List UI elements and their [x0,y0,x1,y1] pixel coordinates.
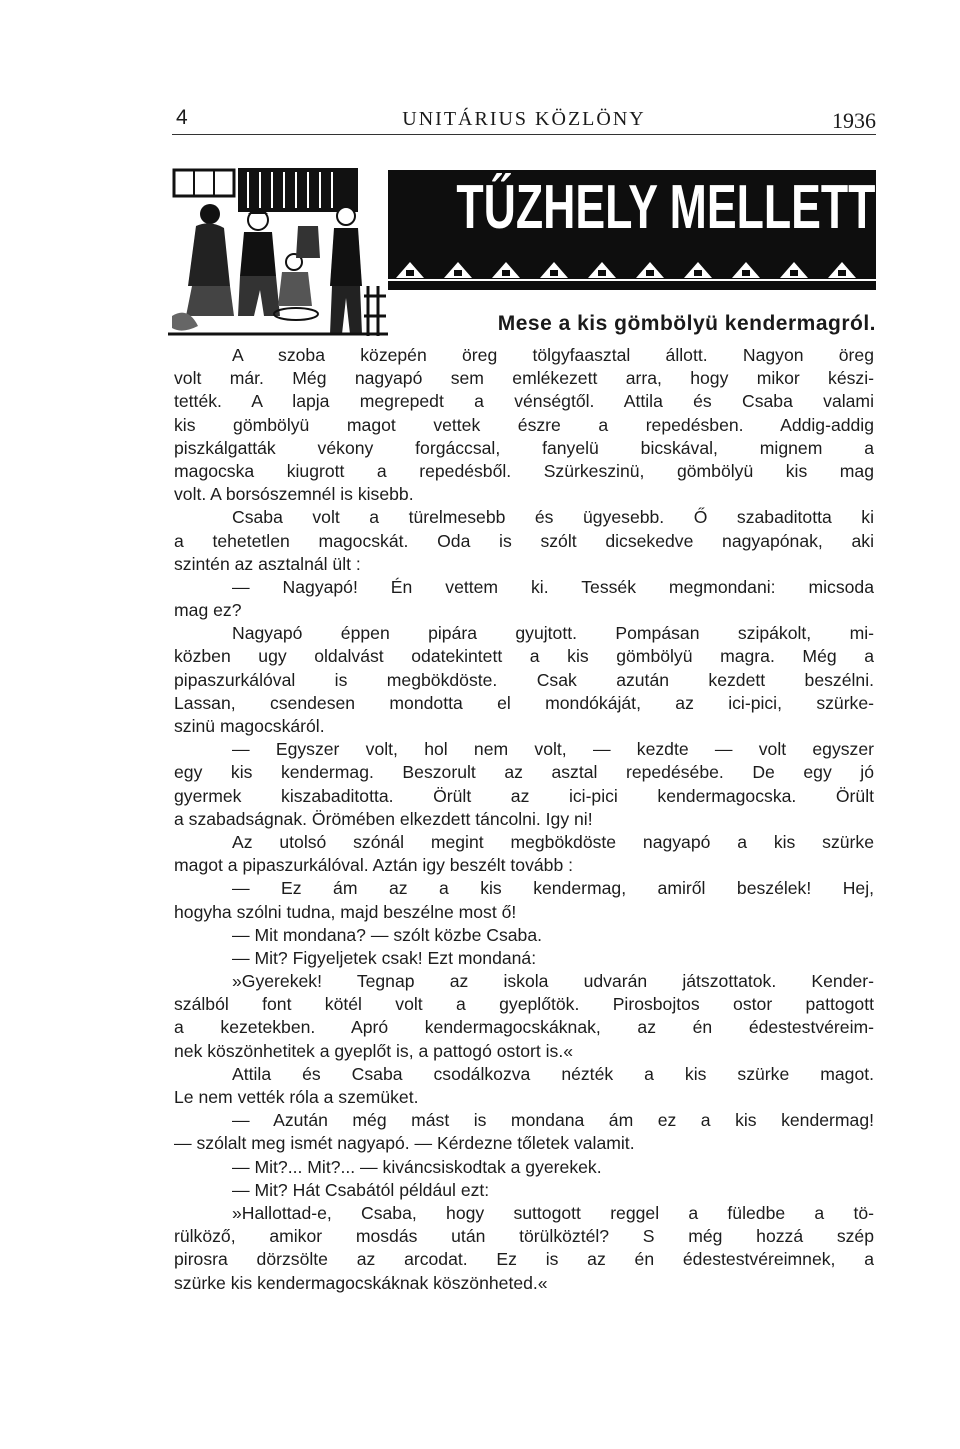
text-line: magocska kiugrott a repedésből. Szürkeszinü, gömbölyü kis mag [174,460,874,481]
issue-year: 1936 [832,108,876,133]
text-line: a tehetetlen magocskát. Oda is szólt dicsekedve nagyapónak, aki [174,530,874,551]
text-line: Le nem vették róla a szemüket. [174,1087,419,1107]
text-line: »Gyerekek! Tegnap az iskola udvarán játszottatok. Kender- [232,971,874,992]
text-line: a szabadságnak. Örömében elkezdett táncolni. Igy ni! [174,808,593,829]
text-line: — Mit?... Mit?... — kiváncsiskodtak a gyerekek. [232,1156,602,1177]
text-line: közben ugy oldalvást odatekintett a kis gömbölyü magra. Még a [174,646,874,667]
text-line: — Azután még mást is mondana ám ez a kis kendermag! [232,1110,874,1131]
folk-ornament-icon [388,256,876,282]
text-line: Csaba volt a türelmesebb és ügyesebb. Ő szabaditotta ki [232,507,874,528]
text-line: szintén az asztalnál ült : [174,553,361,574]
text-line: szinü magocskáról. [174,716,325,736]
page-number: 4 [176,106,188,129]
text-line: a kezetekben. Apró kendermagocskáknak, az én édestestvéreim- [174,1017,874,1038]
text-line: — szólalt meg ismét nagyapó. — Kérdezne tőletek valamit. [174,1133,635,1154]
story-body [174,344,874,1295]
text-line: — Ez ám az a kis kendermag, amiről beszélek! Hej, [232,878,874,899]
text-line: volt. A borsószemnél is kisebb. [174,484,414,505]
text-line: volt már. Még nagyapó sem emlékezett arra, hogy mikor készi- [174,368,874,389]
text-line: kis gömbölyü magot vettek észre a repedésben. Addig-addig [174,414,874,435]
text-line: rülköző, amikor mosdás után törülköztél? S még hozzá szép [174,1226,874,1247]
text-line: egy kis kendermag. Beszorult az asztal repedésébe. De egy jó [174,762,874,783]
text-line: »Hallottad-e, Csaba, hogy suttogott reggel a füledbe a tö- [232,1202,874,1223]
text-line: — Egyszer volt, hol nem volt, — kezdte — volt egyszer [232,739,874,760]
text-line: Nagyapó éppen pipára gyujtott. Pompásan szipákolt, mi- [232,623,874,644]
text-line: szürke kis kendermagocskáknak köszönheted.« [174,1272,548,1293]
text-line: — Mit? Hát Csabától például ezt: [232,1179,490,1200]
text-line: Az utolsó szónál megint megbökdöste nagyapó a kis szürke [232,831,874,852]
text-line: — Mit mondana? — szólt közbe Csaba. [232,924,542,945]
text-line: magot a pipaszurkálóval. Aztán igy beszélt tovább : [174,855,574,876]
running-title: UNITÁRIUS KÖZLÖNY [402,108,646,130]
text-line: tették. A lapja megrepedt a vénségtől. Attila és Csaba valami [174,391,874,412]
text-line: nek köszönhetitek a gyeplőt is, a pattogó ostort is.« [174,1040,574,1061]
text-line: A szoba közepén öreg tölgyfaasztal állott. Nagyon öreg [232,345,874,365]
text-line: mag ez? [174,600,242,621]
page-header [172,104,876,140]
column-title: TŰZHELY MELLETT [456,173,876,242]
text-line: — Nagyapó! Én vettem ki. Tessék megmondani: micsoda [232,576,874,597]
text-line: Lassan, csendesen mondotta el mondókáját, az ici-pici, szürke- [174,692,874,713]
text-line: szálból font kötél volt a gyeplőtök. Pirosbojtos ostor pattogott [174,994,874,1015]
header-rule [172,134,876,135]
text-line: pirosra dörzsölte az arcodat. Ez is az én édestestvéreimnek, a [174,1249,874,1270]
story-title: Mese a kis gömbölyü kendermagról. [497,312,876,335]
text-line: Attila és Csaba csodálkozva nézték a kis szürke magot. [232,1063,874,1084]
text-line: — Mit? Figyeljetek csak! Ezt mondaná: [232,947,537,968]
column-title-banner [388,170,876,290]
family-by-hearth-illustration [168,166,388,338]
text-line: gyermek kiszabaditotta. Örült az ici-pici kendermagocska. Örült [174,785,874,806]
text-line: pipaszurkálóval is megbökdöste. Csak azután kezdett beszélni. [174,669,874,690]
text-line: hogyha szólni tudna, majd beszélne most ő! [174,901,517,922]
text-line: piszkálgatták vékony forgáccsal, fanyelü bicskával, mignem a [174,437,874,458]
